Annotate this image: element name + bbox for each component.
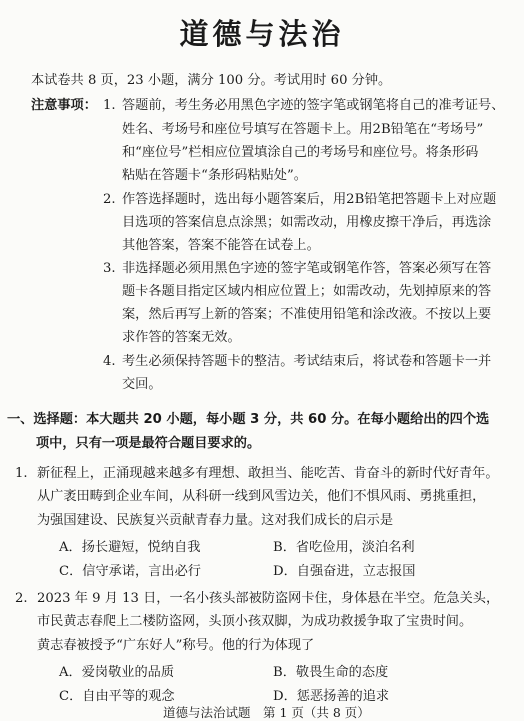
note-line: 求作答的答案无效。 <box>122 330 241 345</box>
note-number: 2. <box>103 192 116 207</box>
note-line: 作答选择题时，选出每小题答案后，用2B铅笔把答题卡上对应题 <box>122 192 497 207</box>
note-number: 1. <box>103 98 116 113</box>
note-line: 目选项的答案信息点涂黑；如需改动，用橡皮擦干净后，再选涂 <box>122 215 492 230</box>
question-line: 2023 年 9 月 13 日，一名小孩头部被防盗网卡住，身体悬在半空。危急关头， <box>37 591 500 606</box>
option-c: C．信守承诺，言出必行 <box>59 564 201 579</box>
note-line: 答题前，考生务必用黑色字迹的签字笔或钢笔将自己的准考证号、 <box>122 98 505 113</box>
note-line: 和“座位号”栏相应位置填涂自己的考场号和座位号。将条形码 <box>122 145 479 160</box>
page-footer: 道德与法治试题 第 1 页（共 8 页） <box>163 705 370 720</box>
note-number: 4. <box>103 354 116 369</box>
note-line: 姓名、考场号和座位号填写在答题卡上。用2B铅笔在“考场号” <box>122 122 484 137</box>
question-line: 新征程上，正涌现越来越多有理想、敢担当、能吃苦、肯奋斗的新时代好青年。 <box>37 466 499 481</box>
question-line: 从广袤田畴到企业车间，从科研一线到风雪边关，他们不惧风雨、勇挑重担， <box>37 489 486 504</box>
option-a: A．爱岗敬业的品质 <box>59 665 175 680</box>
section-header-cont: 项中，只有一项是最符合题目要求的。 <box>36 436 261 451</box>
note-line: 粘贴在答题卡“条形码粘贴处”。 <box>122 168 307 183</box>
option-b: B．敬畏生命的态度 <box>273 665 389 680</box>
note-line: 交回。 <box>122 377 162 392</box>
note-line: 考生必须保持答题卡的整洁。考试结束后，将试卷和答题卡一并 <box>122 354 492 369</box>
note-line: 其他答案，答案不能答在试卷上。 <box>122 238 320 253</box>
option-d: D．惩恶扬善的追求 <box>273 689 390 704</box>
question-line: 市民黄志春爬上二楼防盗网，头顶小孩双脚，为成功救援争取了宝贵时间。 <box>37 614 473 629</box>
note-line: 非选择题必须用黑色字迹的签字笔或钢笔作答，答案必须写在答 <box>122 261 492 276</box>
question-line: 黄志春被授予“广东好人”称号。他的行为体现了 <box>37 638 315 653</box>
note-line: 题卡各题目指定区域内相应位置上；如需改动，先划掉原来的答 <box>122 284 492 299</box>
intro-text: 本试卷共 8 页，23 小题，满分 100 分。考试用时 60 分钟。 <box>31 73 392 88</box>
notes-label: 注意事项： <box>31 98 97 113</box>
option-c: C．自由平等的观念 <box>59 689 175 704</box>
option-b: B．省吃俭用，淡泊名利 <box>273 540 415 555</box>
question-line: 为强国建设、民族复兴贡献青春力量。这对我们成长的启示是 <box>37 513 394 528</box>
question-number: 2. <box>15 591 28 606</box>
note-number: 3. <box>103 261 116 276</box>
question-number: 1. <box>15 466 28 481</box>
option-a: A．扬长避短，悦纳自我 <box>59 540 201 555</box>
option-d: D．自强奋进，立志报国 <box>273 564 416 579</box>
note-line: 案，然后再写上新的答案；不准使用铅笔和涂改液。不按以上要 <box>122 307 492 322</box>
page-title: 道德与法治 <box>179 17 345 51</box>
section-header: 一、选择题：本大题共 20 小题，每小题 3 分，共 60 分。在每小题给出的四个选 <box>7 412 490 427</box>
